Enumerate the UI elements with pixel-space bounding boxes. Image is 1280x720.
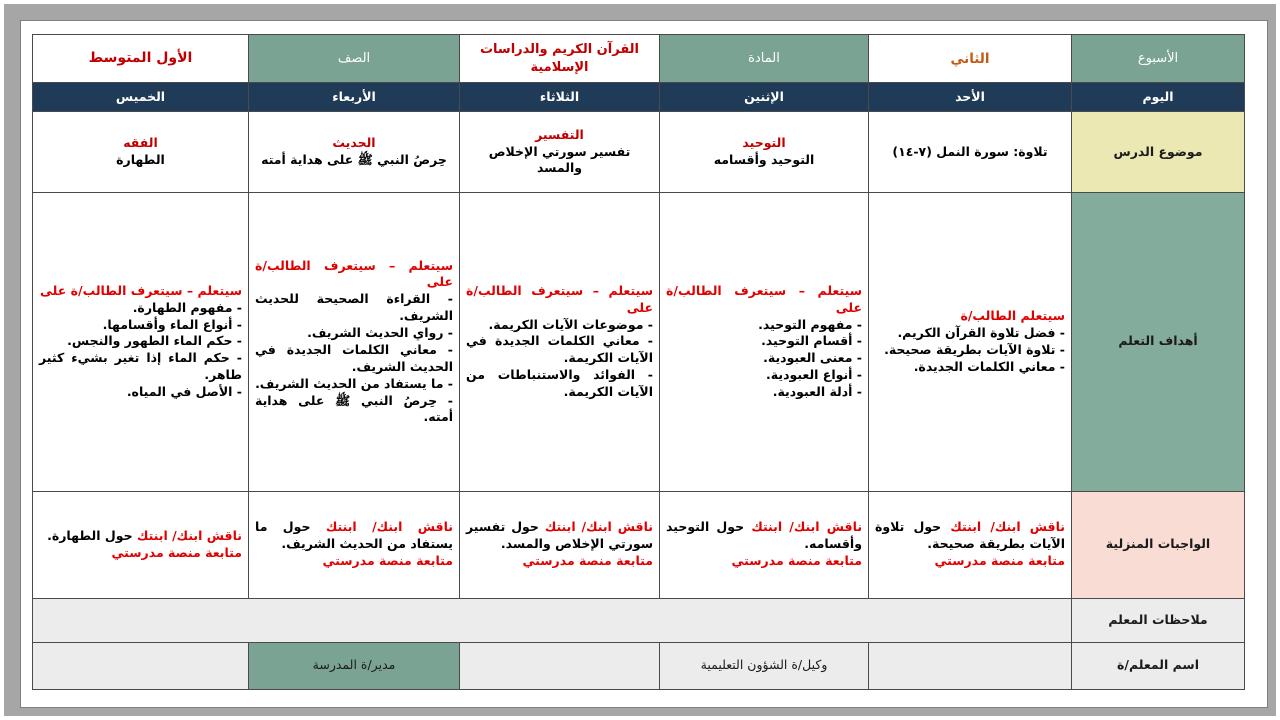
topic-cell-tuesday [460, 112, 660, 192]
goal-line: - ما يستفاد من الحديث الشريف. [255, 375, 453, 391]
grade-value: الأول المتوسط [33, 35, 249, 83]
homework-cell-monday [660, 492, 869, 598]
topic-text: تفسير سورتي الإخلاص والمسد [488, 143, 631, 176]
notes-field[interactable] [33, 598, 1072, 642]
deputy-label: وكيل/ة الشؤون التعليمية [660, 642, 869, 689]
goal-line: - أقسام التوحيد. [761, 333, 862, 349]
subject-value: القرآن الكريم والدراسات الإسلامية [460, 35, 660, 83]
goal-line: - حكم الماء إذا تغير بشيء كثير طاهر. [39, 350, 242, 383]
topics-row [33, 112, 1245, 192]
goal-line: - القراءة الصحيحة للحديث الشريف. [255, 291, 453, 324]
topic-heading: الحديث [332, 135, 376, 151]
topic-text: التوحيد وأقسامه [713, 152, 815, 168]
goal-intro: سيتعلم – سيتعرف الطالب/ة على [466, 282, 653, 315]
goal-line: - رواي الحديث الشريف. [307, 325, 453, 340]
principal-label: مدير/ة المدرسة [249, 642, 460, 689]
goal-line: - فضل تلاوة القرآن الكريم. [897, 325, 1065, 340]
goal-line: - تلاوة الآيات بطريقة صحيحة. [884, 341, 1065, 357]
goal-line: - الأصل في المياه. [126, 384, 242, 400]
homework-text: حول تلاوة الآيات بطريقة صحيحة. [875, 519, 1065, 552]
week-value: الثاني [869, 35, 1072, 83]
topic-cell-sunday [869, 112, 1072, 192]
day-monday: الإثنين [660, 83, 869, 112]
days-row [33, 83, 1245, 112]
goal-line: - حكم الماء الطهور والنجس. [67, 333, 242, 349]
goal-intro: سيتعلم الطالب/ة [960, 308, 1065, 324]
goals-cell-thursday [33, 192, 249, 491]
goal-line: - الفوائد والاستنباطات من الآيات الكريمة. [466, 367, 653, 400]
teacher-name-label: اسم المعلم/ة [1072, 642, 1245, 689]
homework-cell-thursday [33, 492, 249, 598]
topic-text: الطهارة [116, 152, 165, 168]
goals-cell-sunday [869, 192, 1072, 491]
homework-discuss: ناقش ابنك/ ابنتك [136, 527, 242, 543]
goal-line: - معاني الكلمات الجديدة. [913, 358, 1065, 374]
homework-text: حول الطهارة. [47, 527, 133, 543]
goals-label: أهداف التعلم [1072, 192, 1245, 491]
topic-heading: الفقه [123, 135, 158, 151]
goal-line: - أنواع الماء وأقسامها. [102, 316, 242, 332]
topic-label: موضوع الدرس [1072, 112, 1245, 192]
day-thursday: الخميس [33, 83, 249, 112]
homework-label: الواجبات المنزلية [1072, 492, 1245, 598]
topic-cell-thursday [33, 112, 249, 192]
goals-cell-tuesday [460, 192, 660, 491]
goal-line: - حِرصُ النبي ﷺ على هداية أمته. [255, 392, 453, 425]
homework-cell-sunday [869, 492, 1072, 598]
homework-text: حول تفسير سورتي الإخلاص والمسد. [466, 519, 653, 552]
day-sunday: الأحد [869, 83, 1072, 112]
day-tuesday: الثلاثاء [460, 83, 660, 112]
topic-text: تلاوة: سورة النمل (٧-١٤) [892, 143, 1048, 159]
notes-label: ملاحظات المعلم [1072, 598, 1245, 642]
goals-cell-monday [660, 192, 869, 491]
homework-platform: متابعة منصة مدرستي [111, 544, 242, 560]
homework-discuss: ناقش ابنك/ ابنتك [325, 519, 453, 535]
goal-intro: سيتعلم – سيتعرف الطالب/ة على [666, 282, 862, 315]
homework-platform: متابعة منصة مدرستي [934, 553, 1065, 569]
topic-heading: التفسير [535, 126, 584, 142]
grade-label: الصف [249, 35, 460, 83]
goal-intro: سيتعلم – سيتعرف الطالب/ة على [255, 257, 453, 290]
subject-label: المادة [660, 35, 869, 83]
homework-text: حول التوحيد وأقسامه. [666, 519, 862, 552]
homework-cell-tuesday [460, 492, 660, 598]
teacher-name-field[interactable] [869, 642, 1072, 689]
goal-line: - معنى العبودية. [763, 350, 862, 366]
week-label: الأسبوع [1072, 35, 1245, 83]
homework-discuss: ناقش ابنك/ ابنتك [544, 519, 653, 535]
topic-cell-wednesday [249, 112, 460, 192]
signatures-row [33, 642, 1245, 689]
goal-line: - موضوعات الآيات الكريمة. [488, 316, 653, 332]
topic-heading: التوحيد [742, 135, 786, 151]
day-label: اليوم [1072, 83, 1245, 112]
homework-text: حول ما يستفاد من الحديث الشريف. [255, 519, 453, 552]
goals-cell-wednesday [249, 192, 460, 491]
homework-platform: متابعة منصة مدرستي [522, 553, 653, 569]
goal-intro: سيتعلم – سيتعرف الطالب/ة على [40, 282, 242, 298]
goal-line: - معاني الكلمات الجديدة في الحديث الشريف. [255, 341, 453, 374]
principal-signature-field[interactable] [33, 642, 249, 689]
goal-line: - مفهوم التوحيد. [758, 316, 862, 332]
notes-row [33, 598, 1245, 642]
goal-line: - مفهوم الطهارة. [132, 299, 242, 315]
goal-line: - أدلة العبودية. [772, 384, 862, 400]
homework-platform: متابعة منصة مدرستي [731, 553, 862, 569]
goals-row [33, 192, 1245, 491]
day-wednesday: الأربعاء [249, 83, 460, 112]
topic-text: حِرصُ النبي ﷺ على هداية أمته [261, 152, 447, 168]
homework-cell-wednesday [249, 492, 460, 598]
homework-row [33, 492, 1245, 598]
goal-line: - أنواع العبودية. [766, 367, 862, 383]
weekly-plan-table [32, 34, 1245, 690]
goal-line: - معاني الكلمات الجديدة في الآيات الكريمة. [466, 333, 653, 366]
header-row [33, 35, 1245, 83]
topic-cell-monday [660, 112, 869, 192]
homework-discuss: ناقش ابنك/ ابنتك [751, 519, 863, 535]
homework-platform: متابعة منصة مدرستي [322, 553, 453, 569]
deputy-signature-field[interactable] [460, 642, 660, 689]
homework-discuss: ناقش ابنك/ ابنتك [950, 519, 1065, 535]
